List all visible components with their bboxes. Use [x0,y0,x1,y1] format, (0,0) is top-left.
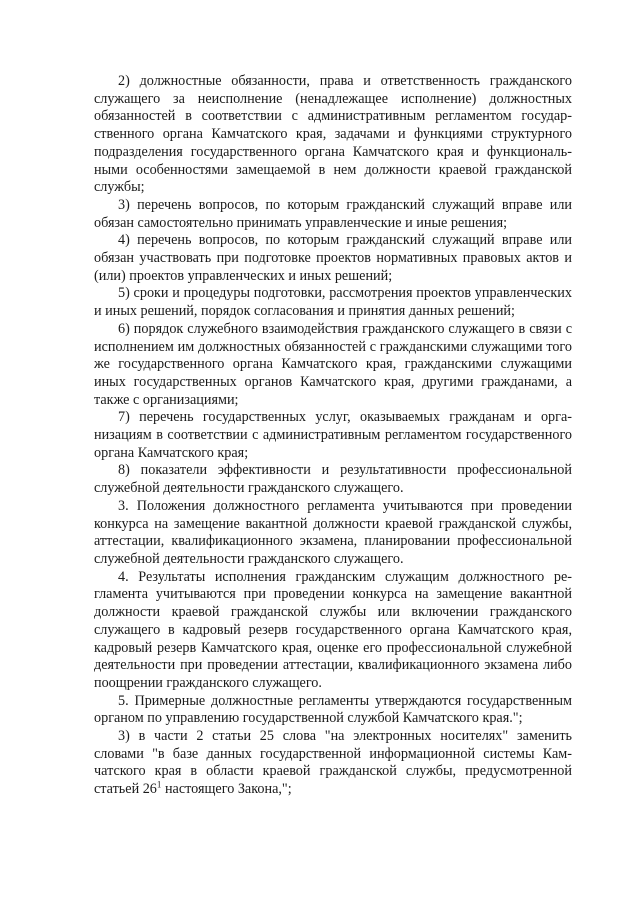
paragraph-amendment-3 [94,728,572,799]
document-body [94,73,572,799]
paragraph-item-3: 3) перечень вопросов, по которым гражданский служащий вправе или обязан самостоятельно принимать управленческие и иные решения; [94,196,572,231]
amendment-text: 3) в части 2 статьи 25 слова "на электронных носителях" заменить словами "в базе данных государственной информационной системы Камчатского края в области краевой гражданской службы, предусмотренной статьей 26 [94,728,572,798]
article-superscript: 1 [156,779,162,790]
paragraph-item-7: 7) перечень государственных услуг, оказываемых гражданам и организациям в соответствии с административным регламентом государственного органа Камчатского края; [94,409,572,461]
amendment-tail: настоящего Закона,"; [161,781,292,798]
paragraph-point-3: 3. Положения должностного регламента учитываются при проведении конкурса на замещение вакантной должности краевой гражданской службы, аттестации, квалификационного экзамена, планировании профессиональной служебной деятельности гражданского служащего. [94,497,572,567]
paragraph-item-6: 6) порядок служебного взаимодействия гражданского служащего в связи с исполнением им должностных обязанностей с гражданскими служащими того же государственного органа Камчатского края, гражданскими служащими иных государственных органов Камчатского края, другими гражданами, а также с организациями; [94,320,572,408]
paragraph-point-4: 4. Результаты исполнения гражданским служащим должностного регламента учитываются при проведении конкурса на замещение вакантной должности краевой гражданской службы или включении гражданского служащего в кадровый резерв государственного органа Камчатского края, кадровый резерв Камчатского края, оценке его профессиональной служебной деятельности при проведении аттестации, квалификационного экзамена либо поощрении гражданского служащего. [94,568,572,691]
paragraph-item-4: 4) перечень вопросов, по которым гражданский служащий вправе или обязан участвовать при подготовке проектов нормативных правовых актов и (или) проектов управленческих и иных решений; [94,232,572,284]
paragraph-point-5: 5. Примерные должностные регламенты утверждаются государственным органом по управлению государственной службой Камчатского края."; [94,692,572,727]
paragraph-item-5: 5) сроки и процедуры подготовки, рассмотрения проектов управленческих и иных решений, порядок согласования и принятия данных решений; [94,285,572,320]
paragraph-item-2: 2) должностные обязанности, права и ответственность гражданского служащего за неисполнение (ненадлежащее исполнение) должностных обязанностей в соответствии с административным регламентом государственного органа Камчатского края, задачами и функциями структурного подразделения государственного органа Камчатского края и функциональными особенностями замещаемой в нем должности краевой гражданской службы; [94,73,572,196]
paragraph-item-8: 8) показатели эффективности и результативности профессиональной служебной деятельности гражданского служащего. [94,462,572,497]
